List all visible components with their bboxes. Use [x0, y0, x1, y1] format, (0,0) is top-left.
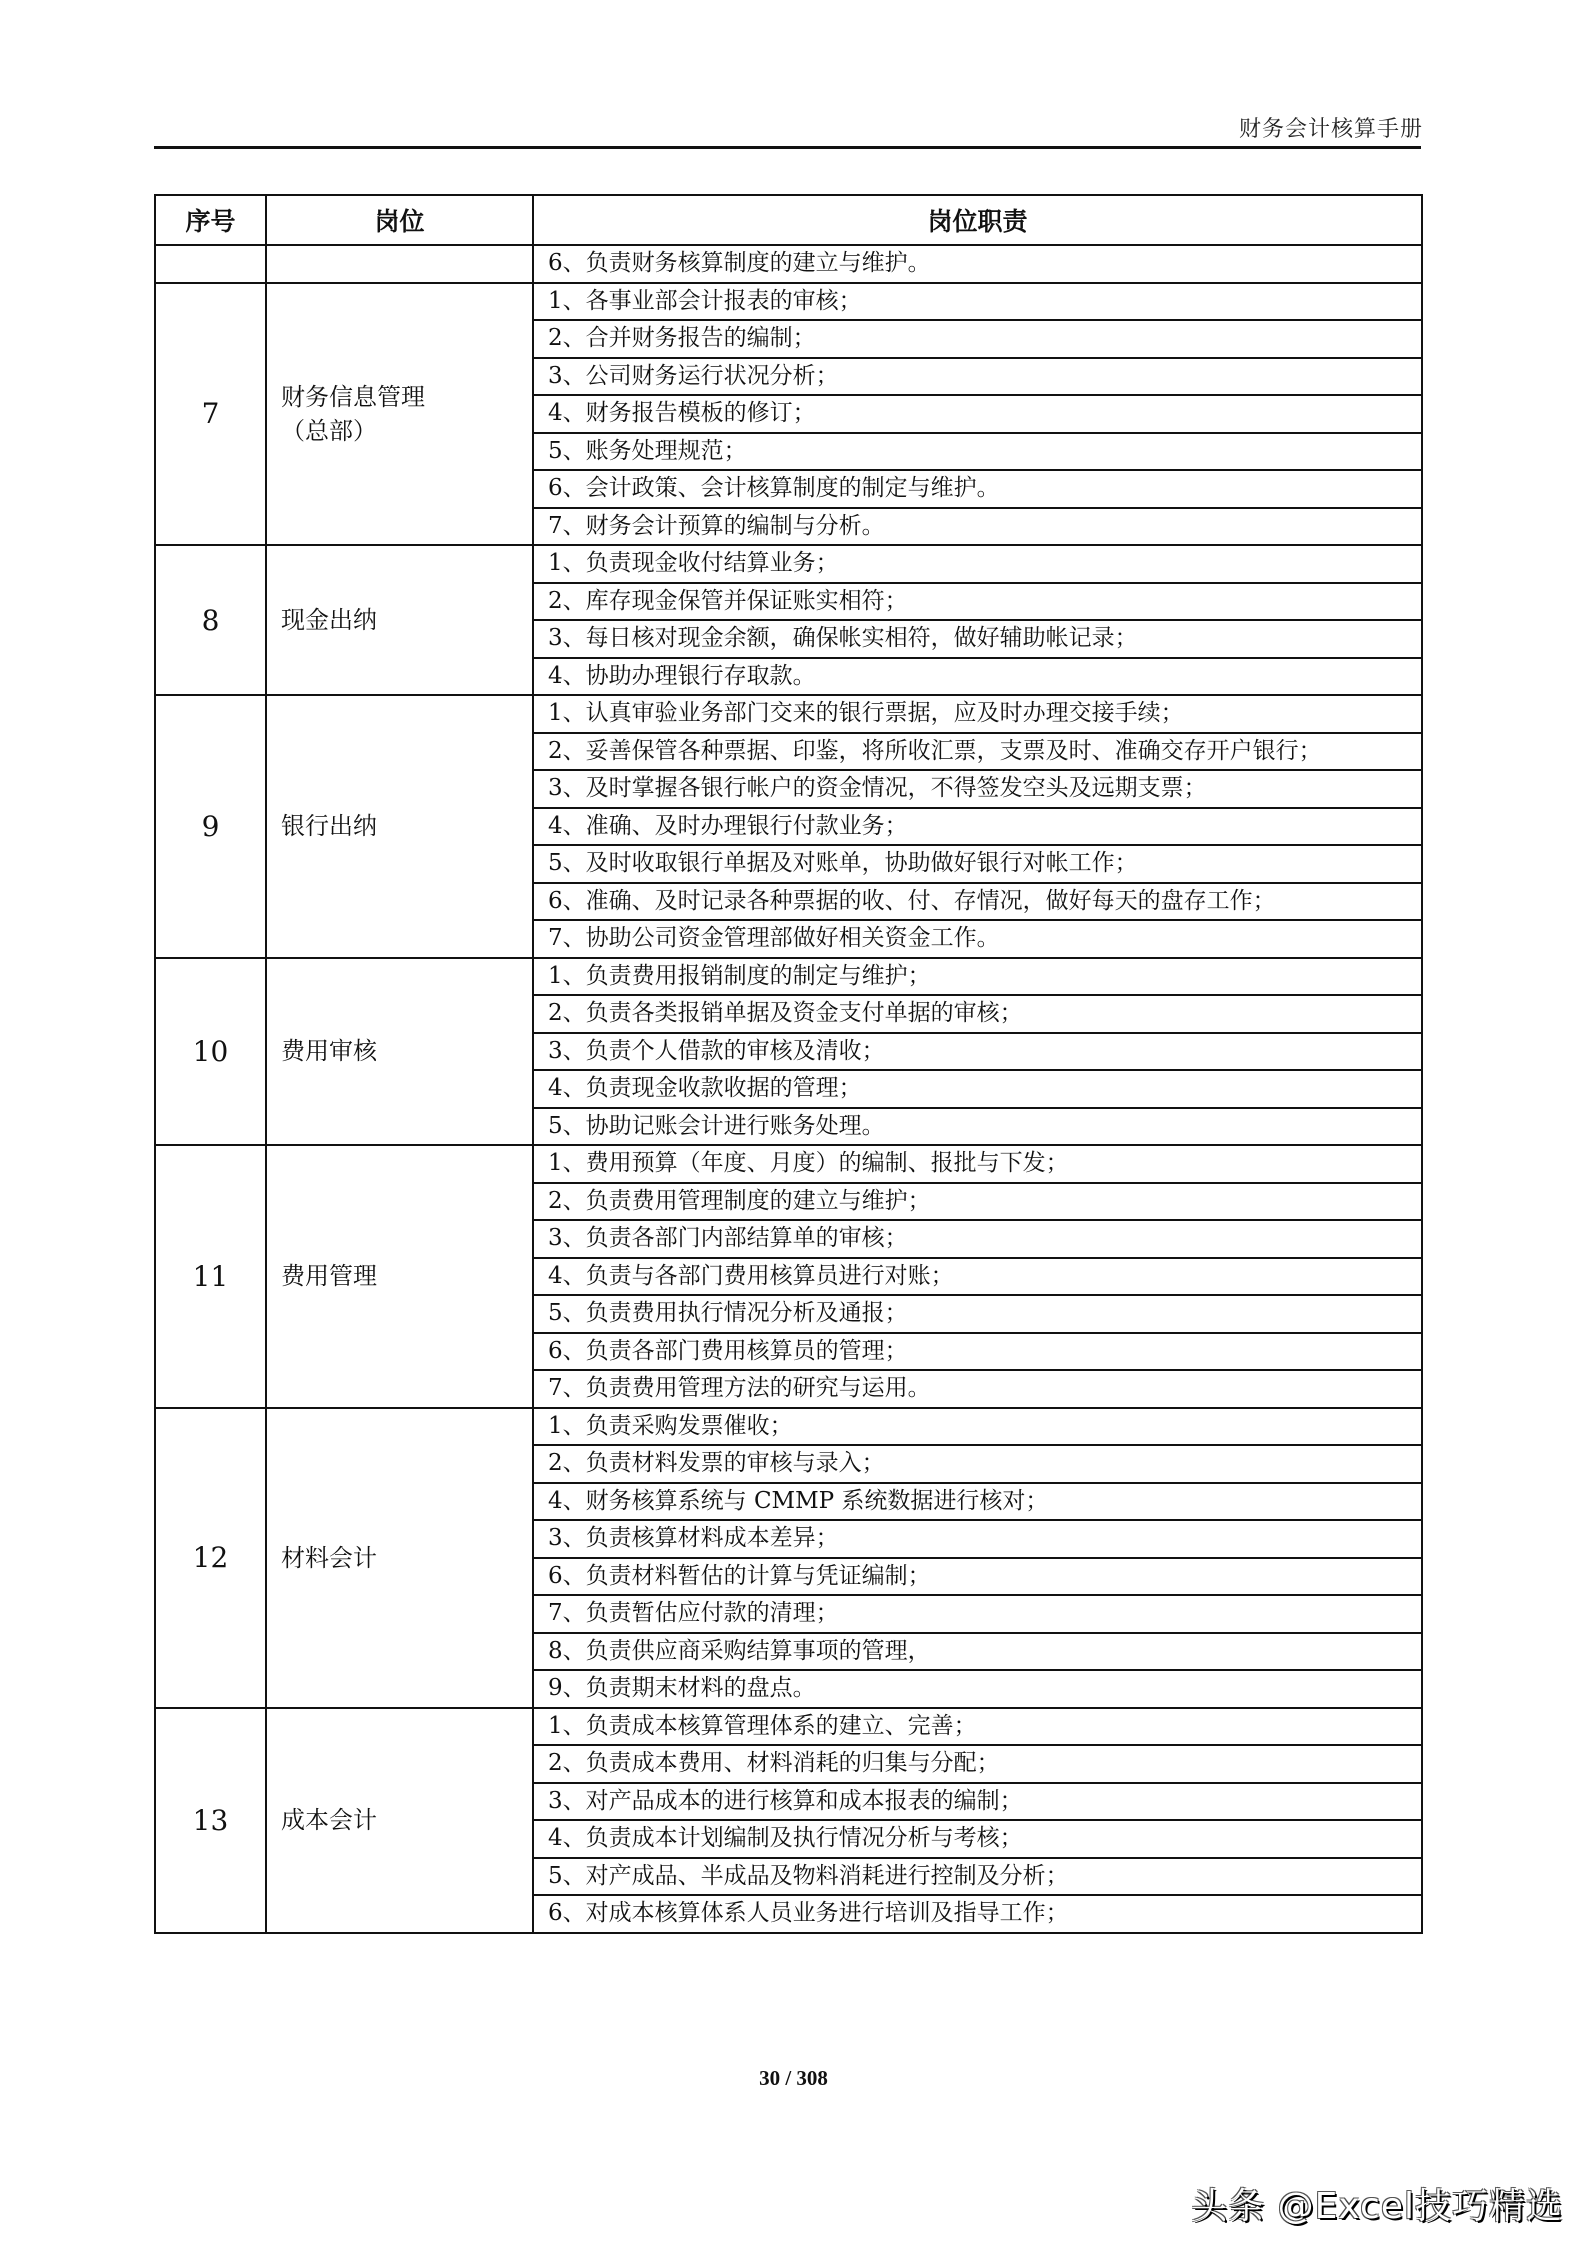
seq-cell: 7	[155, 283, 266, 546]
duty-cell: 4、财务报告模板的修订；	[533, 395, 1422, 433]
table-row	[155, 1145, 1422, 1183]
column-header-seq: 序号	[155, 195, 266, 245]
seq-cell: 10	[155, 958, 266, 1146]
position-cell: 银行出纳	[266, 695, 533, 958]
duty-cell: 6、负责财务核算制度的建立与维护。	[533, 245, 1422, 283]
duty-cell: 1、负责成本核算管理体系的建立、完善；	[533, 1708, 1422, 1746]
position-cell: 费用审核	[266, 958, 533, 1146]
duty-cell: 5、及时收取银行单据及对账单，协助做好银行对帐工作；	[533, 845, 1422, 883]
table-row	[155, 283, 1422, 321]
duty-cell: 9、负责期末材料的盘点。	[533, 1670, 1422, 1708]
watermark: 头条 @Excel技巧精选	[1191, 2186, 1563, 2227]
seq-cell: 8	[155, 545, 266, 695]
duty-cell: 4、负责与各部门费用核算员进行对账；	[533, 1258, 1422, 1296]
duty-cell: 2、库存现金保管并保证账实相符；	[533, 583, 1422, 621]
duty-cell: 6、负责各部门费用核算员的管理；	[533, 1333, 1422, 1371]
document-header-title: 财务会计核算手册	[1238, 117, 1423, 142]
duty-cell: 6、对成本核算体系人员业务进行培训及指导工作；	[533, 1895, 1422, 1933]
position-cell	[266, 245, 533, 283]
duty-cell: 4、财务核算系统与 CMMP 系统数据进行核对；	[533, 1483, 1422, 1521]
duty-cell: 6、负责材料暂估的计算与凭证编制；	[533, 1558, 1422, 1596]
column-header-duties: 岗位职责	[533, 195, 1422, 245]
header-divider	[154, 146, 1421, 149]
duty-cell: 1、负责采购发票催收；	[533, 1408, 1422, 1446]
seq-cell	[155, 245, 266, 283]
duty-cell: 3、负责各部门内部结算单的审核；	[533, 1220, 1422, 1258]
duty-cell: 6、准确、及时记录各种票据的收、付、存情况，做好每天的盘存工作；	[533, 883, 1422, 921]
duty-cell: 3、及时掌握各银行帐户的资金情况，不得签发空头及远期支票；	[533, 770, 1422, 808]
table-row	[155, 1408, 1422, 1446]
duty-cell: 5、协助记账会计进行账务处理。	[533, 1108, 1422, 1146]
position-cell: 费用管理	[266, 1145, 533, 1408]
duty-cell: 7、负责暂估应付款的清理；	[533, 1595, 1422, 1633]
duty-cell: 3、每日核对现金余额，确保帐实相符，做好辅助帐记录；	[533, 620, 1422, 658]
duty-cell: 4、协助办理银行存取款。	[533, 658, 1422, 696]
seq-cell: 11	[155, 1145, 266, 1408]
duty-cell: 2、负责成本费用、材料消耗的归集与分配；	[533, 1745, 1422, 1783]
duty-cell: 7、协助公司资金管理部做好相关资金工作。	[533, 920, 1422, 958]
table-body	[155, 245, 1422, 1933]
seq-cell: 12	[155, 1408, 266, 1708]
table-header-row	[155, 195, 1422, 245]
duty-cell: 5、账务处理规范；	[533, 433, 1422, 471]
job-duty-table	[154, 194, 1423, 1934]
duty-cell: 5、对产成品、半成品及物料消耗进行控制及分析；	[533, 1858, 1422, 1896]
table-row	[155, 958, 1422, 996]
duty-cell: 1、负责费用报销制度的制定与维护；	[533, 958, 1422, 996]
page-number: 30 / 308	[759, 2066, 828, 2090]
duty-cell: 4、负责现金收款收据的管理；	[533, 1070, 1422, 1108]
duty-cell: 2、负责各类报销单据及资金支付单据的审核；	[533, 995, 1422, 1033]
position-cell: 财务信息管理 （总部）	[266, 283, 533, 546]
duty-cell: 3、对产品成本的进行核算和成本报表的编制；	[533, 1783, 1422, 1821]
duty-cell: 1、负责现金收付结算业务；	[533, 545, 1422, 583]
duty-cell: 2、合并财务报告的编制；	[533, 320, 1422, 358]
duty-cell: 3、公司财务运行状况分析；	[533, 358, 1422, 396]
position-cell: 材料会计	[266, 1408, 533, 1708]
duty-cell: 3、负责个人借款的审核及清收；	[533, 1033, 1422, 1071]
duty-cell: 2、负责费用管理制度的建立与维护；	[533, 1183, 1422, 1221]
duty-cell: 1、认真审验业务部门交来的银行票据，应及时办理交接手续；	[533, 695, 1422, 733]
duty-cell: 1、费用预算（年度、月度）的编制、报批与下发；	[533, 1145, 1422, 1183]
table-row	[155, 1708, 1422, 1746]
duty-cell: 3、负责核算材料成本差异；	[533, 1520, 1422, 1558]
duty-cell: 4、负责成本计划编制及执行情况分析与考核；	[533, 1820, 1422, 1858]
duty-cell: 5、负责费用执行情况分析及通报；	[533, 1295, 1422, 1333]
table-row	[155, 245, 1422, 283]
duty-cell: 7、负责费用管理方法的研究与运用。	[533, 1370, 1422, 1408]
duty-cell: 4、准确、及时办理银行付款业务；	[533, 808, 1422, 846]
seq-cell: 9	[155, 695, 266, 958]
duty-cell: 6、会计政策、会计核算制度的制定与维护。	[533, 470, 1422, 508]
duty-cell: 2、负责材料发票的审核与录入；	[533, 1445, 1422, 1483]
duty-cell: 7、财务会计预算的编制与分析。	[533, 508, 1422, 546]
table-row	[155, 695, 1422, 733]
duty-cell: 8、负责供应商采购结算事项的管理，	[533, 1633, 1422, 1671]
column-header-position: 岗位	[266, 195, 533, 245]
seq-cell: 13	[155, 1708, 266, 1933]
table-row	[155, 545, 1422, 583]
position-cell: 现金出纳	[266, 545, 533, 695]
duty-cell: 1、各事业部会计报表的审核；	[533, 283, 1422, 321]
position-cell: 成本会计	[266, 1708, 533, 1933]
duty-cell: 2、妥善保管各种票据、印鉴，将所收汇票，支票及时、准确交存开户银行；	[533, 733, 1422, 771]
